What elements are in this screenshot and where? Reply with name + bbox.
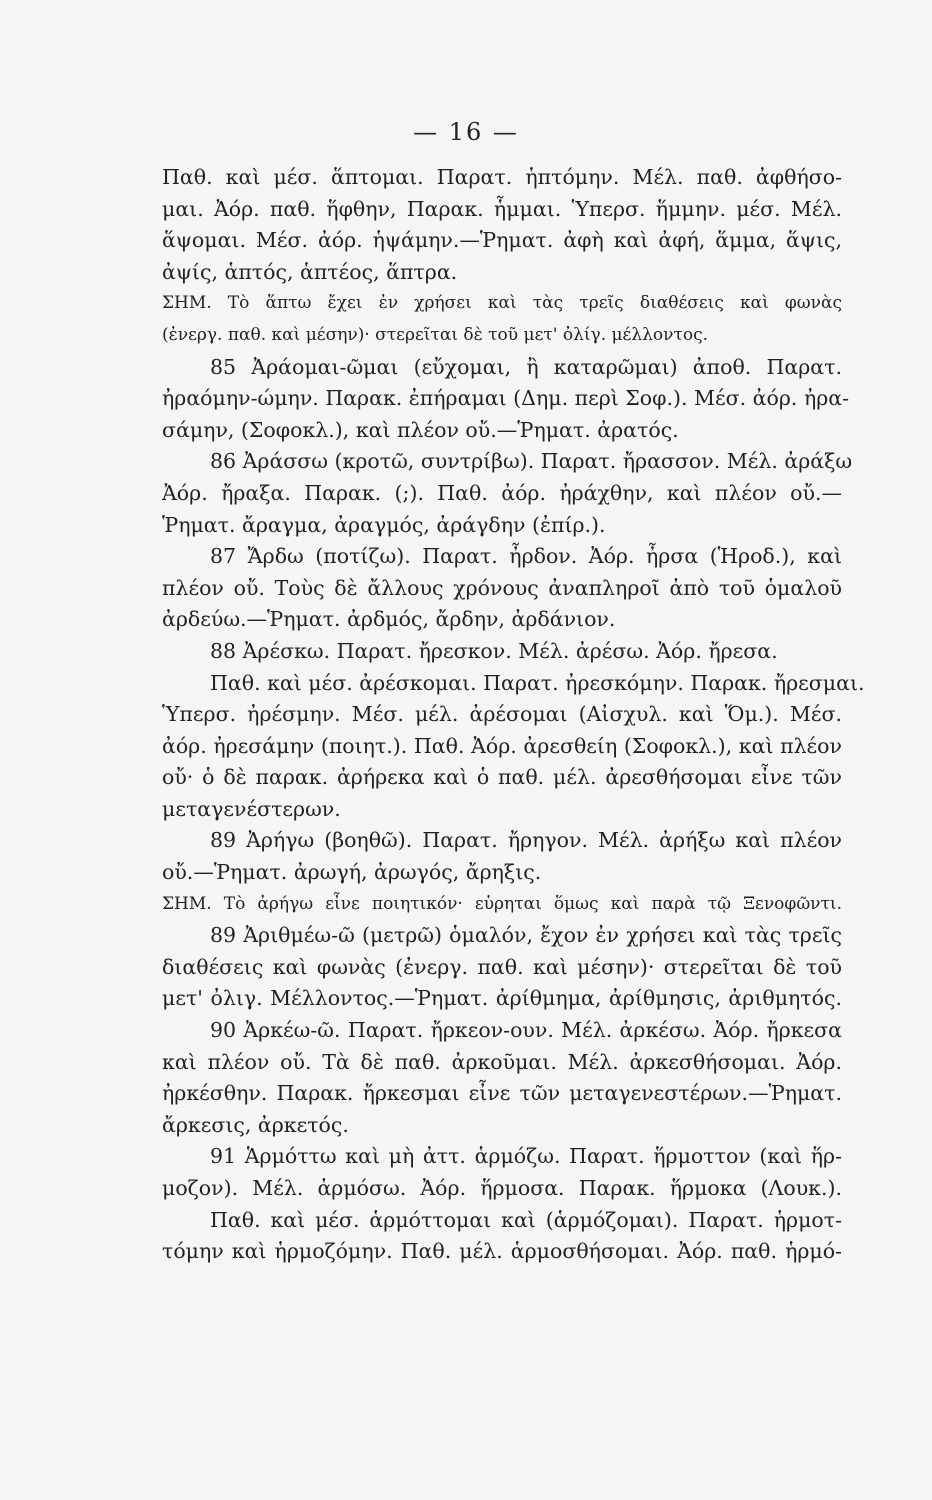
text-line: ἀόρ. ἠρεσάμην (ποιητ.). Παθ. Ἀόρ. ἀρεσθείη (Σοφοκλ.), καὶ πλέον: [162, 733, 842, 758]
text-line: Παθ. καὶ μέσ. ἁρμόττομαι καὶ (ἁρμόζομαι). Παρατ. ἡρμοτ-: [210, 1207, 842, 1232]
text-line: μεταγενέστερων.: [162, 796, 341, 821]
entry-line: 90 Ἀρκέω-ῶ. Παρατ. ἤρκεον-ουν. Μέλ. ἀρκέσω. Ἀόρ. ἤρκεσα: [210, 1018, 842, 1043]
note-line: (ἐνεργ. παθ. καὶ μέσην)· στερεῖται δὲ τοῦ μετ' ὀλίγ. μέλλοντος.: [162, 324, 709, 345]
entry-line: 88 Ἀρέσκω. Παρατ. ἤρεσκον. Μέλ. ἀρέσω. Ἀόρ. ἤρεσα.: [210, 638, 778, 663]
note-line: ΣΗΜ. Τὸ ἀρήγω εἶνε ποιητικόν· εὑρηται ὅμως καὶ παρὰ τῷ Ξενοφῶντι.: [162, 893, 842, 914]
note-line: ΣΗΜ. Τὸ ἅπτω ἔχει ἐν χρήσει καὶ τὰς τρεῖς διαθέσεις καὶ φωνὰς: [162, 293, 842, 314]
text-line: μετ' ὀλιγ. Μέλλοντος.—Ῥηματ. ἀρίθμημα, ἀρίθμησις, ἀριθμητός.: [162, 986, 842, 1011]
entry-line: 91 Ἁρμόττω καὶ μὴ ἀττ. ἁρμόζω. Παρατ. ἥρμοττον (καὶ ἥρ-: [210, 1144, 842, 1169]
text-line: ἀψίς, ἁπτός, ἁπτέος, ἅπτρα.: [162, 259, 458, 284]
text-line: διαθέσεις καὶ φωνὰς (ἐνεργ. παθ. καὶ μέσην)· στερεῖται δὲ τοῦ: [162, 954, 842, 979]
entry-line: 87 Ἄρδω (ποτίζω). Παρατ. ἦρδον. Ἀόρ. ἦρσα (Ἡροδ.), καὶ: [210, 544, 842, 569]
text-line: Παθ. καὶ μέσ. ἀρέσκομαι. Παρατ. ἠρεσκόμην. Παρακ. ἤρεσμαι.: [210, 670, 865, 695]
text-line: Παθ. καὶ μέσ. ἅπτομαι. Παρατ. ἡπτόμην. Μέλ. παθ. ἀφθήσο-: [162, 165, 842, 189]
text-line: Ῥηματ. ἄραγμα, ἀραγμός, ἀράγδην (ἐπίρ.).: [162, 512, 606, 537]
text-line: σάμην, (Σοφοκλ.), καὶ πλέον οὔ.—Ῥηματ. ἀρατός.: [162, 417, 679, 442]
text-line: ἠρκέσθην. Παρακ. ἤρκεσμαι εἶνε τῶν μεταγενεστέρων.—Ῥηματ.: [162, 1081, 842, 1106]
text-line: τόμην καὶ ἡρμοζόμην. Παθ. μέλ. ἁρμοσθήσομαι. Ἀόρ. παθ. ἡρμό-: [162, 1239, 842, 1264]
text-line: οὔ· ὁ δὲ παρακ. ἀρήρεκα καὶ ὁ παθ. μέλ. ἀρεσθήσομαι εἶνε τῶν: [162, 765, 842, 790]
text-line: Ὑπερσ. ἠρέσμην. Μέσ. μέλ. ἀρέσομαι (Αἰσχυλ. καὶ Ὅμ.). Μέσ.: [162, 702, 842, 727]
page-number: — 16 —: [413, 118, 519, 146]
text-line: ἀρδεύω.—Ῥηματ. ἀρδμός, ἄρδην, ἀρδάνιον.: [162, 607, 616, 632]
text-line: μαι. Ἀόρ. παθ. ἥφθην, Παρακ. ἧμμαι. Ὑπερσ. ἥμμην. μέσ. Μέλ.: [162, 196, 842, 221]
text-line: Ἀόρ. ἤραξα. Παρακ. (;). Παθ. ἀόρ. ἠράχθην, καὶ πλέον οὔ.—: [162, 480, 842, 505]
text-line: πλέον οὔ. Τοὺς δὲ ἄλλους χρόνους ἀναπληροῖ ἀπὸ τοῦ ὁμαλοῦ: [162, 575, 842, 600]
page-text: [162, 162, 865, 1268]
text-line: ἅψομαι. Μέσ. ἀόρ. ἡψάμην.—Ῥηματ. ἀφὴ καὶ ἀφή, ἅμμα, ἅψις,: [162, 228, 842, 253]
entry-line: 89 Ἀριθμέω-ῶ (μετρῶ) ὁμαλόν, ἔχον ἐν χρήσει καὶ τὰς τρεῖς: [210, 923, 842, 948]
entry-line: 86 Ἀράσσω (κροτῶ, συντρίβω). Παρατ. ἤρασσον. Μέλ. ἀράξω: [210, 449, 853, 474]
entry-line: 85 Ἀράομαι-ῶμαι (εὔχομαι, ἢ καταρῶμαι) ἀποθ. Παρατ.: [210, 354, 842, 379]
text-line: ἠραόμην-ώμην. Παρακ. ἐπήραμαι (Δημ. περὶ Σοφ.). Μέσ. ἀόρ. ἠρα-: [162, 386, 850, 411]
text-line: καὶ πλέον οὔ. Τὰ δὲ παθ. ἀρκοῦμαι. Μέλ. ἀρκεσθήσομαι. Ἀόρ.: [162, 1049, 842, 1074]
text-line: οὔ.—Ῥηματ. ἀρωγή, ἀρωγός, ἄρηξις.: [162, 860, 542, 885]
text-line: μοζον). Μέλ. ἁρμόσω. Ἀόρ. ἥρμοσα. Παρακ. ἥρμοκα (Λουκ.).: [162, 1176, 842, 1200]
entry-line: 89 Ἀρήγω (βοηθῶ). Παρατ. ἤρηγον. Μέλ. ἀρήξω καὶ πλέον: [210, 828, 842, 853]
text-line: ἄρκεσις, ἀρκετός.: [162, 1112, 349, 1137]
